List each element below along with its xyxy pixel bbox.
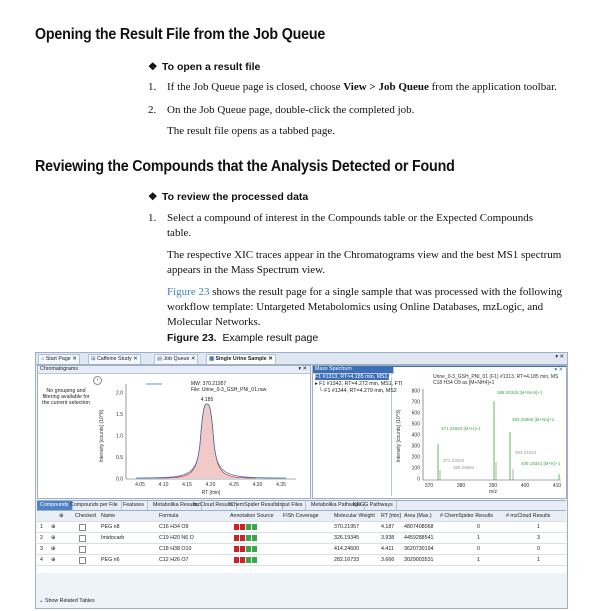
row-index: 4 bbox=[40, 557, 43, 563]
annotation-source-block bbox=[240, 535, 245, 541]
annotation-source-block bbox=[234, 535, 239, 541]
diamond-bullet-icon: ❖ bbox=[148, 191, 158, 203]
step-text-end: from the application toolbar. bbox=[428, 81, 557, 93]
cell-formula: C18 H38 O10 bbox=[159, 546, 192, 552]
cell-name: Imidocarb bbox=[101, 535, 125, 541]
cell-mw: 326.19345 bbox=[334, 535, 360, 541]
bullet-heading-text: To review the processed data bbox=[162, 191, 309, 203]
para-line: The respective XIC traces appear in the Chromatograms view and the best MS1 spectrum bbox=[167, 249, 562, 261]
ms-x-label: m/z bbox=[488, 489, 498, 495]
result-page-screenshot bbox=[35, 352, 568, 609]
col-header[interactable]: Molecular Weight bbox=[334, 513, 375, 519]
cell-name: PEG n6 bbox=[101, 557, 120, 563]
expand-row-icon[interactable]: ⊕ bbox=[51, 524, 56, 530]
chrom-x-label: RT [min] bbox=[201, 490, 221, 496]
chrom-x-tick: 4.25 bbox=[229, 482, 239, 488]
spectrum-item[interactable]: ▸ F1 #1342, RT=4.272 min, MS1, FTI bbox=[315, 381, 403, 387]
bullet-heading-review bbox=[148, 191, 308, 203]
step-text: On the Job Queue page, double-click the completed job. bbox=[167, 104, 415, 116]
cell-chemspider: 1 bbox=[477, 535, 480, 541]
step-number: 2. bbox=[148, 104, 157, 116]
study-icon: ⊞ bbox=[91, 356, 96, 362]
ms-y-tick: 0 bbox=[417, 476, 420, 483]
chromatograms-panel bbox=[37, 365, 311, 499]
ms-y-tick: 400 bbox=[411, 432, 420, 439]
panel-controls-icon[interactable]: ▾ ✕ bbox=[393, 367, 566, 374]
chrom-x-tick: 4.20 bbox=[205, 482, 216, 488]
chromatogram-chart bbox=[96, 374, 308, 496]
tab-menu-icon[interactable]: ▾ ✕ bbox=[555, 354, 564, 360]
figure-caption bbox=[167, 332, 318, 344]
annotation-source-block bbox=[240, 557, 245, 563]
tab-start-page[interactable]: ⌂ Start Page ✕ bbox=[38, 354, 80, 364]
chrom-x-tick: 4.15 bbox=[182, 482, 192, 488]
annotation-source-block bbox=[252, 535, 257, 541]
spectrum-item-label: F1 #1342, RT=4.272 min, MS1, FTI bbox=[319, 381, 403, 387]
step-number: 1. bbox=[148, 212, 157, 224]
ms-label-372: 372.23020 bbox=[443, 458, 465, 463]
cell-mw: 414.24600 bbox=[334, 546, 360, 552]
result-tab[interactable]: ChemSpider Results bbox=[227, 501, 283, 510]
expand-icon[interactable]: › bbox=[93, 376, 102, 385]
cell-rt: 4.187 bbox=[381, 524, 395, 530]
note-result-opens: The result file opens as a tabbed page. bbox=[167, 125, 335, 137]
result-tab[interactable]: Features bbox=[120, 501, 148, 510]
chrom-peak-fill bbox=[156, 404, 256, 478]
step-text: If the Job Queue page is closed, choose bbox=[167, 81, 344, 93]
expand-row-icon[interactable]: ⊕ bbox=[51, 535, 56, 541]
expand-row-icon[interactable]: ⊕ bbox=[51, 546, 56, 552]
col-header[interactable]: Name bbox=[101, 513, 116, 519]
mass-spectrum-panel bbox=[312, 365, 567, 499]
col-header[interactable]: Checked bbox=[75, 513, 96, 519]
spectrum-item[interactable]: └ F1 #1344, RT=4.279 min, MS2 bbox=[319, 388, 397, 394]
cell-mzcloud: 3 bbox=[537, 535, 540, 541]
result-table-tabs bbox=[37, 500, 566, 511]
annotation-source-block bbox=[234, 524, 239, 530]
table-row[interactable] bbox=[37, 555, 566, 566]
para-figure-ref bbox=[167, 285, 587, 330]
table-row[interactable] bbox=[37, 544, 566, 555]
expand-row-icon[interactable]: ⊕ bbox=[51, 557, 56, 563]
figure-caption-text: Example result page bbox=[222, 332, 319, 344]
cell-formula: C12 H26 O7 bbox=[159, 557, 189, 563]
annotation-source-block bbox=[252, 524, 257, 530]
menu-path: View > Job Queue bbox=[343, 81, 429, 93]
col-header[interactable]: Area (Max.) bbox=[404, 513, 432, 519]
annotation-source-block bbox=[234, 557, 239, 563]
para-line: shows the result page for a single sample that was processed with the following bbox=[209, 286, 563, 298]
cell-formula: C19 H20 N6 O bbox=[159, 535, 194, 541]
cell-mzcloud: 0 bbox=[537, 546, 540, 552]
cell-formula: C16 H34 O9 bbox=[159, 524, 189, 530]
chevron-down-icon: ⌄ bbox=[39, 598, 44, 604]
annotation-source-block bbox=[246, 546, 251, 552]
step-select-compound bbox=[148, 211, 568, 241]
queue-icon: ▤ bbox=[157, 356, 163, 362]
ms-x-tick: 410 bbox=[552, 483, 562, 489]
result-tab[interactable]: Input Files bbox=[275, 501, 306, 510]
cell-mw: 370.21957 bbox=[334, 524, 360, 530]
col-header[interactable]: FISh Coverage bbox=[283, 513, 319, 519]
ms-header-1: Urine_0-3_GSH_PNI_01 (F1) #1313, RT=4.185 min, MS bbox=[433, 374, 559, 380]
ms-x-tick: 370 bbox=[424, 483, 434, 489]
tab-caffeine-study[interactable]: ⊞ Caffeine Study ✕ bbox=[88, 354, 141, 364]
cell-mw: 282.16733 bbox=[334, 557, 360, 563]
panel-title: Chromatograms bbox=[40, 366, 78, 372]
chrom-x-tick: 4.35 bbox=[276, 482, 286, 488]
cell-area: 3620730194 bbox=[404, 546, 434, 552]
tab-label: Caffeine Study bbox=[96, 356, 132, 362]
spectrum-item-selected[interactable]: F1 #1313, RT=4.185 min, MS1, FTI bbox=[315, 374, 399, 380]
col-header[interactable]: # ChemSpider Results bbox=[440, 513, 493, 519]
document-tab-bar bbox=[36, 353, 567, 365]
ms-y-tick: 700 bbox=[411, 399, 420, 406]
spectrum-item-label: F1 #1344, RT=4.279 min, MS2 bbox=[324, 388, 397, 394]
cell-mzcloud: 1 bbox=[537, 524, 540, 530]
checked-checkbox[interactable] bbox=[79, 557, 86, 564]
annotation-source-block bbox=[234, 546, 239, 552]
row-index: 3 bbox=[40, 546, 43, 552]
annotation-source-block bbox=[252, 546, 257, 552]
cell-rt: 3.666 bbox=[381, 557, 395, 563]
row-index: 2 bbox=[40, 535, 43, 541]
result-tab[interactable]: KEGG Pathways bbox=[350, 501, 397, 510]
checked-checkbox[interactable] bbox=[79, 524, 86, 531]
figure-link[interactable]: Figure 23 bbox=[167, 286, 210, 298]
result-tab[interactable]: Compounds bbox=[37, 501, 73, 510]
cell-chemspider: 0 bbox=[477, 546, 480, 552]
tab-job-queue[interactable]: ▤ Job Queue ✕ bbox=[154, 354, 198, 364]
step-text-cont: table. bbox=[167, 227, 192, 239]
col-header[interactable]: # mzCloud Results bbox=[506, 513, 551, 519]
chrom-x-tick: 4.30 bbox=[252, 482, 263, 488]
ms-y-label: Intensity [counts] (10^3) bbox=[396, 409, 402, 463]
cell-mzcloud: 1 bbox=[537, 557, 540, 563]
cell-rt: 3.938 bbox=[381, 535, 395, 541]
ms-x-tick: 400 bbox=[520, 483, 530, 489]
annotation-source-block bbox=[240, 524, 245, 530]
row-index: 1 bbox=[40, 524, 43, 530]
bullet-heading-text: To open a result file bbox=[162, 61, 261, 73]
cell-area: 3029003531 bbox=[404, 557, 434, 563]
ms-label-388: 388.26345 [M+NH4]+1 bbox=[497, 390, 543, 395]
result-tab[interactable]: Compounds per File bbox=[67, 501, 122, 510]
result-tab[interactable]: Metabolika Pathways bbox=[308, 501, 365, 510]
step-2 bbox=[148, 103, 414, 118]
chrom-y-tick: 0.0 bbox=[116, 476, 123, 483]
ms-y-tick: 300 bbox=[411, 443, 420, 450]
result-icon: ▦ bbox=[209, 356, 215, 362]
checked-checkbox[interactable] bbox=[79, 535, 86, 542]
table-row[interactable] bbox=[37, 533, 566, 544]
para-line: workflow template: Untargeted Metabolomics using Online Databases, mzLogic, and bbox=[167, 301, 544, 313]
table-row[interactable] bbox=[37, 522, 566, 533]
step-number: 1. bbox=[148, 81, 157, 93]
col-header[interactable]: RT [min] bbox=[381, 513, 401, 519]
grouping-message: No grouping and filtering available for the current selection bbox=[42, 388, 90, 406]
chrom-legend-file: File: Urine_0-3_GSH_PNI_01.raw bbox=[191, 387, 267, 393]
bullet-heading-open bbox=[148, 61, 260, 73]
tab-label: Job Queue bbox=[163, 356, 190, 362]
tab-label: Single Urine Sample bbox=[215, 356, 267, 362]
chrom-y-tick: 1.0 bbox=[116, 433, 123, 440]
annotation-source-block bbox=[246, 524, 251, 530]
panel-title: Mass Spectrum bbox=[315, 366, 352, 372]
ms-header-2: C18 H34 O9 as [M+NH4]+1 bbox=[433, 380, 495, 386]
para-line: appears in the Mass Spectrum view. bbox=[167, 264, 326, 276]
ms-label-409: 409.18341 [M+K]+1 bbox=[521, 461, 561, 466]
chromatograms-title bbox=[38, 366, 310, 374]
ms-label-389: 389.26684 bbox=[453, 465, 475, 470]
ms-y-tick: 100 bbox=[411, 465, 420, 472]
tab-label: Start Page bbox=[45, 356, 71, 362]
col-header[interactable]: Formula bbox=[159, 513, 179, 519]
ms-label-393: 393.20869 [M+Na]+1 bbox=[512, 417, 555, 422]
chrom-x-tick: 4.05 bbox=[135, 482, 145, 488]
step-text: Select a compound of interest in the Compounds table or the Expected Compounds bbox=[167, 212, 533, 224]
annotation-source-block bbox=[240, 546, 245, 552]
chrom-legend-mw: MW: 370.21957 bbox=[191, 381, 227, 387]
section-title-open-result: Opening the Result File from the Job Queue bbox=[35, 26, 326, 43]
result-tab[interactable]: mzCloud Results bbox=[190, 501, 237, 510]
header-icon: ⊕ bbox=[59, 513, 64, 519]
figure-label: Figure 23. bbox=[167, 332, 217, 344]
annotation-source-block bbox=[246, 535, 251, 541]
ms-y-tick: 200 bbox=[411, 454, 420, 461]
step-1 bbox=[148, 80, 557, 95]
annotation-source-block bbox=[246, 557, 251, 563]
chrom-y-tick: 0.5 bbox=[116, 455, 123, 461]
para-xic bbox=[167, 248, 587, 278]
result-tab[interactable]: Metabolika Results bbox=[150, 501, 202, 510]
show-related-label: Show Related Tables bbox=[44, 598, 95, 604]
cell-chemspider: 1 bbox=[477, 557, 480, 563]
ms-y-tick: 800 bbox=[411, 388, 420, 395]
table-header-row bbox=[37, 511, 566, 522]
ms-y-tick: 500 bbox=[411, 421, 420, 428]
cell-name: PEG n8 bbox=[101, 524, 120, 530]
ms-label-394: 394.21204 bbox=[515, 450, 537, 455]
ms-x-tick: 390 bbox=[488, 483, 498, 489]
chrom-x-tick: 4.10 bbox=[158, 482, 169, 488]
show-related-tables[interactable] bbox=[39, 598, 95, 604]
col-header[interactable]: Annotation Source bbox=[230, 513, 274, 519]
diamond-bullet-icon: ❖ bbox=[148, 61, 158, 73]
home-icon: ⌂ bbox=[41, 356, 45, 362]
cell-area: 4459288541 bbox=[404, 535, 434, 541]
ms-label-371: 371.22683 [M+H]+1 bbox=[441, 426, 481, 431]
cell-chemspider: 0 bbox=[477, 524, 480, 530]
chrom-y-tick: 2.0 bbox=[116, 390, 123, 397]
chrom-peak-label: 4.185 bbox=[200, 397, 214, 403]
ms-y-tick: 600 bbox=[411, 410, 420, 417]
cell-rt: 4.411 bbox=[381, 546, 394, 552]
annotation-source-block bbox=[252, 557, 257, 563]
chrom-y-tick: 1.5 bbox=[116, 412, 123, 418]
checked-checkbox[interactable] bbox=[79, 546, 86, 553]
mass-spectrum-chart bbox=[393, 374, 565, 496]
section-title-review: Reviewing the Compounds that the Analysis Detected or Found bbox=[35, 158, 455, 175]
para-line: Molecular Networks. bbox=[167, 316, 261, 328]
chrom-y-label: Intensity [counts] (10^8) bbox=[99, 409, 105, 463]
compounds-table bbox=[37, 511, 566, 573]
panel-controls-icon[interactable]: ▾ ✕ bbox=[298, 366, 307, 372]
tab-single-urine-sample[interactable]: ▦ Single Urine Sample ✕ bbox=[206, 354, 276, 364]
cell-area: 4807408068 bbox=[404, 524, 434, 530]
ms-x-tick: 380 bbox=[456, 483, 466, 489]
